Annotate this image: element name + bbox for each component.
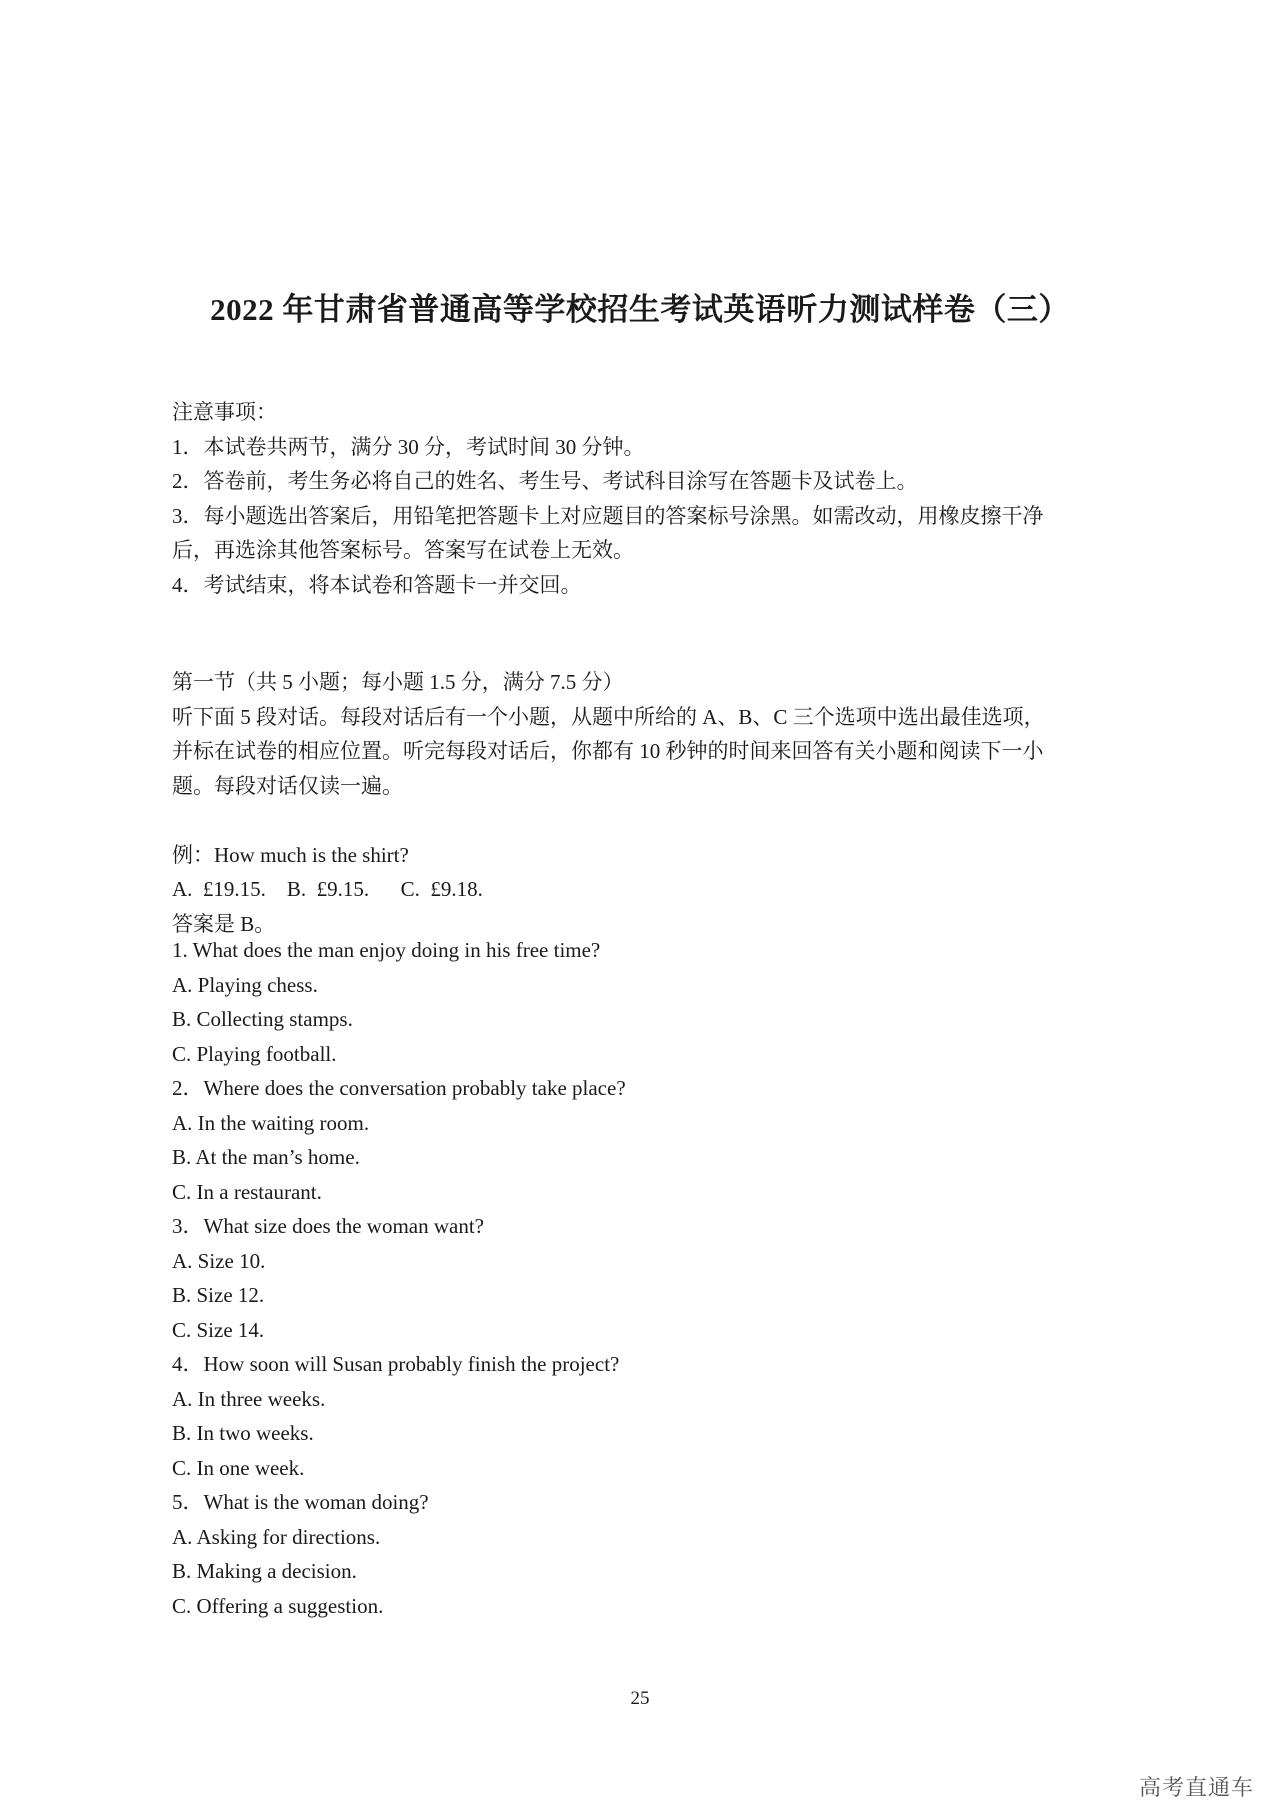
question-list	[172, 933, 1120, 1623]
example-answer: 答案是 B。	[172, 911, 276, 936]
question-stem: 5．What is the woman doing?	[172, 1490, 429, 1514]
question-option: B. At the man’s home.	[172, 1145, 360, 1169]
notes-section	[172, 395, 1120, 602]
question-option: C. Offering a suggestion.	[172, 1593, 384, 1618]
page-title: 2022 年甘肃省普通高等学校招生考试英语听力测试样卷（三）	[210, 292, 1070, 327]
question-option: A. Playing chess.	[172, 972, 318, 997]
notes-item: 3．每小题选出答案后，用铅笔把答题卡上对应题目的答案标号涂黑。如需改动，用橡皮擦干净	[172, 503, 1044, 528]
notes-heading: 注意事项：	[172, 400, 277, 424]
notes-item: 后，再选涂其他答案标号。答案写在试卷上无效。	[172, 538, 634, 562]
question-option: C. In one week.	[172, 1455, 305, 1480]
question-stem: 2．Where does the conversation probably take place?	[172, 1076, 626, 1100]
section-instruction: 题。每段对话仅读一遍。	[172, 773, 403, 798]
page-number: 25	[630, 1688, 650, 1709]
spacer	[172, 803, 1120, 838]
question-option: C. In a restaurant.	[172, 1179, 322, 1204]
watermark: 高考直通车	[1138, 1776, 1254, 1801]
notes-item: 1．本试卷共两节，满分 30 分，考试时间 30 分钟。	[172, 434, 645, 459]
notes-item: 4．考试结束，将本试卷和答题卡一并交回。	[172, 572, 582, 597]
question-stem: 4．How soon will Susan probably finish the project?	[172, 1352, 620, 1376]
notes-item: 2．答卷前，考生务必将自己的姓名、考生号、考试科目涂写在答题卡及试卷上。	[172, 469, 918, 493]
question-option: B. In two weeks.	[172, 1421, 314, 1445]
question-option: B. Size 12.	[172, 1283, 265, 1307]
section-one	[172, 665, 1120, 941]
question-option: B. Collecting stamps.	[172, 1007, 353, 1031]
question-item	[172, 933, 1120, 1071]
question-option: C. Size 14.	[172, 1317, 265, 1342]
question-option: A. In three weeks.	[172, 1386, 326, 1411]
question-stem: 3．What size does the woman want?	[172, 1214, 484, 1238]
question-item	[172, 1209, 1120, 1347]
question-item	[172, 1485, 1120, 1623]
example-question: 例：How much is the shirt?	[172, 842, 409, 867]
question-item	[172, 1071, 1120, 1209]
question-option: A. In the waiting room.	[172, 1110, 370, 1135]
question-option: A. Size 10.	[172, 1248, 266, 1273]
question-option: C. Playing football.	[172, 1041, 337, 1066]
question-item	[172, 1347, 1120, 1485]
question-option: A. Asking for directions.	[172, 1524, 381, 1549]
question-option: B. Making a decision.	[172, 1559, 357, 1583]
section-heading: 第一节（共 5 小题；每小题 1.5 分，满分 7.5 分）	[172, 670, 624, 694]
example-options: A. £19.15. B. £9.15. C. £9.18.	[172, 877, 483, 901]
section-instruction: 并标在试卷的相应位置。听完每段对话后，你都有 10 秒钟的时间来回答有关小题和阅读下一小	[172, 739, 1044, 763]
section-instruction: 听下面 5 段对话。每段对话后有一个小题，从题中所给的 A、B、C 三个选项中选出最佳选项，	[172, 704, 1045, 729]
question-stem: 1. What does the man enjoy doing in his free time?	[172, 938, 601, 962]
